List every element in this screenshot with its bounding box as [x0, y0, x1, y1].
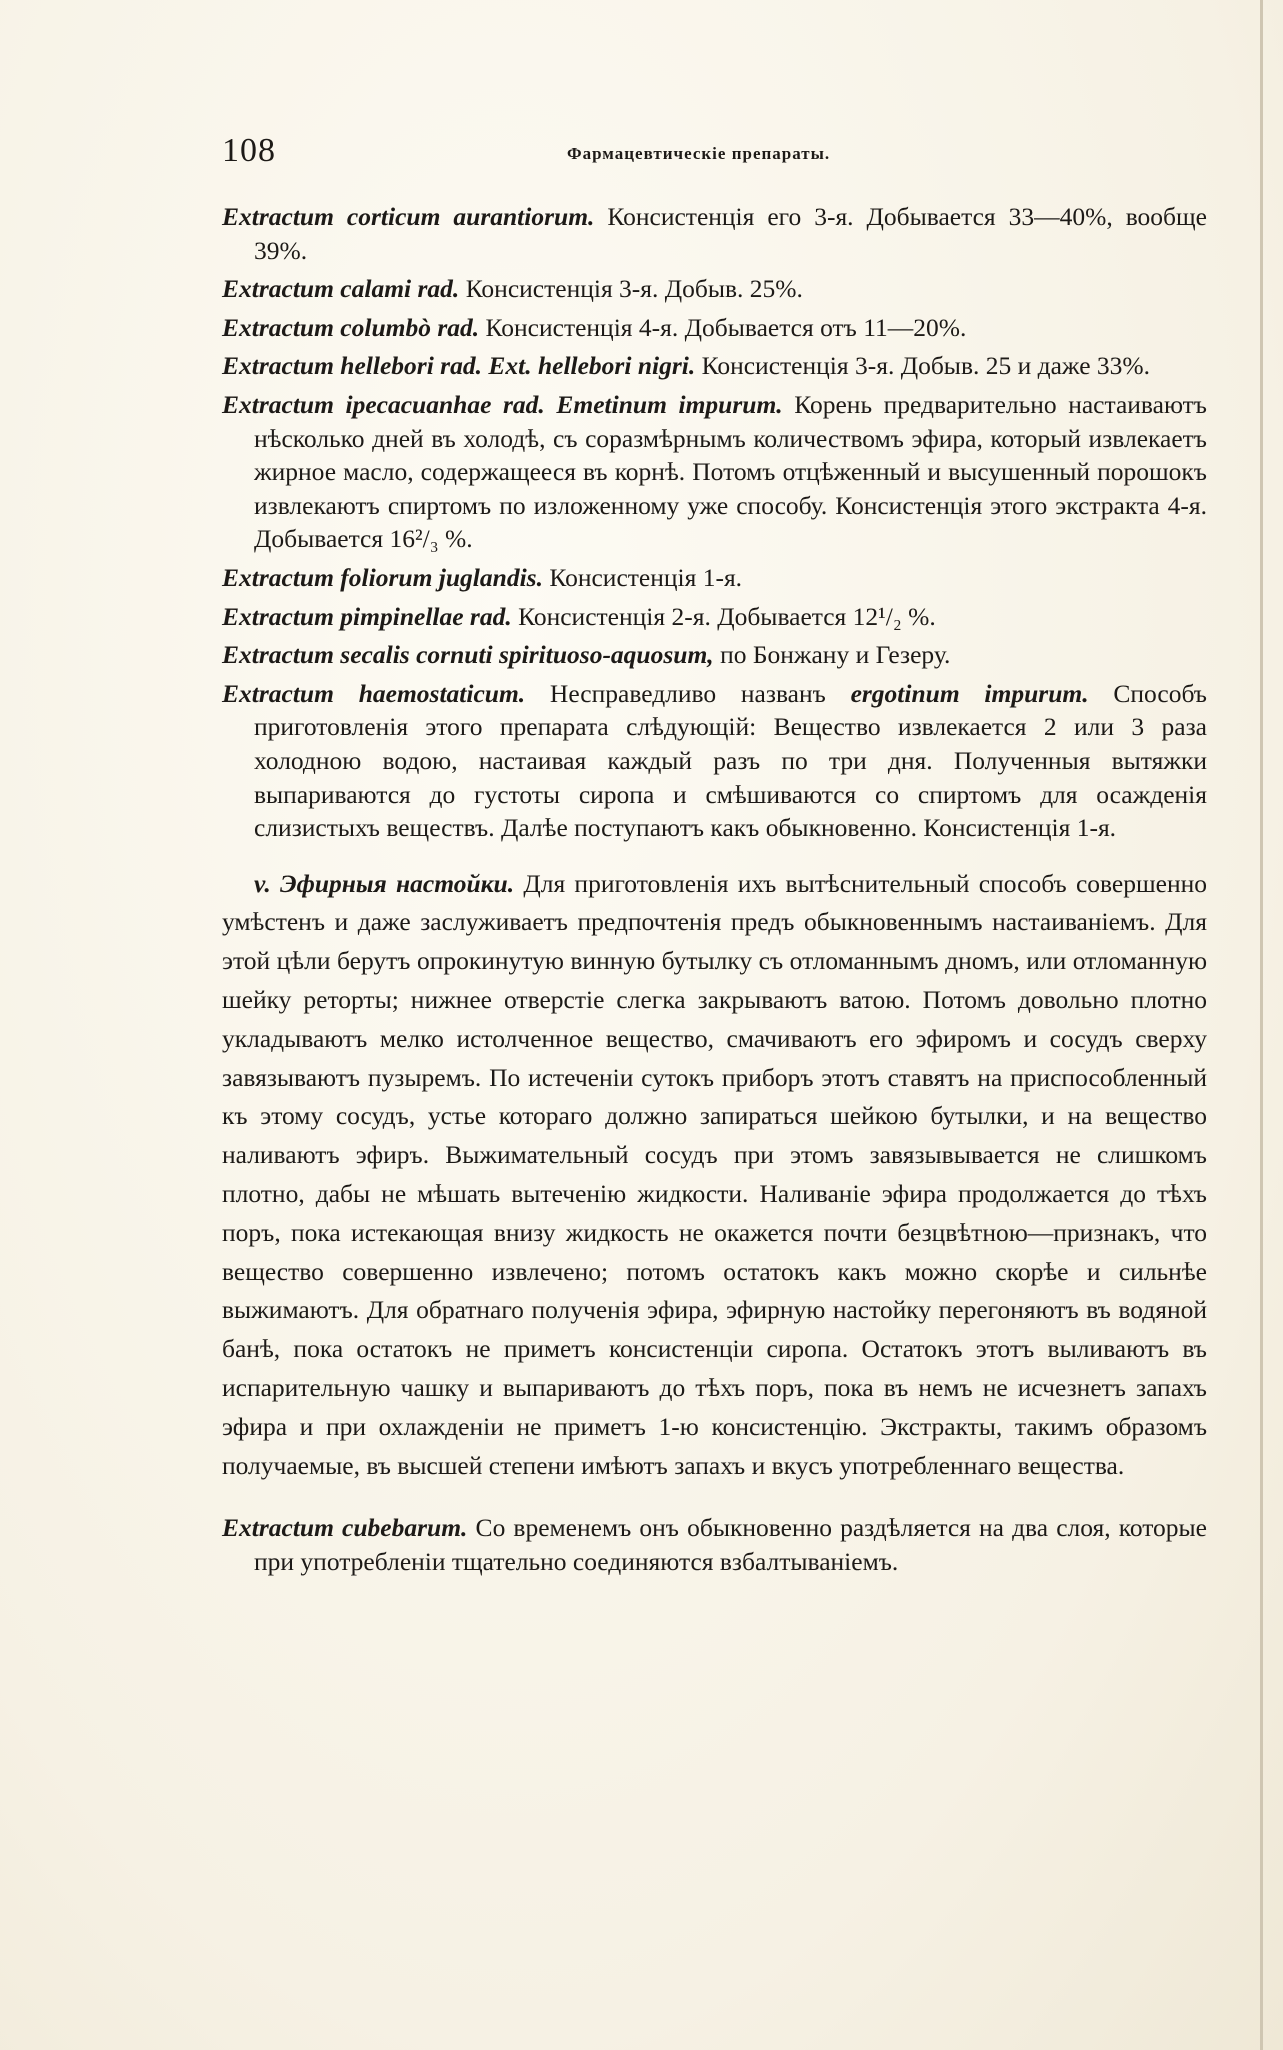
entry-text: по Бонжану и Гезеру.: [713, 640, 951, 670]
entry-text: Консистенція 4-я. Добывается отъ 11—20%.: [479, 312, 967, 342]
entry-extract-secalis: [222, 638, 1207, 672]
entry-extract-pimpinellae: [222, 600, 1207, 634]
entry-text: Консистенція 3-я. Добыв. 25%.: [459, 274, 803, 304]
entry-latin-name: Extractum corticum aurantiorum.: [222, 202, 595, 231]
entry-text: Консистенція 2-я. Добывается 12¹/₂ %.: [511, 601, 936, 631]
entry-text-continued: Способъ приготовленія этого препарата слѣдующій: Вещество извлекается 2 или 3 раза холодною водою, настаивая каждый разъ по три дня. Полученныя вытяжки выпариваются до густоты сиропа и смѣшиваются со спиртомъ для осажденія слизистыхъ веществъ. Далѣе поступаютъ какъ обыкновенно. Консистенція 1-я.: [254, 678, 1207, 843]
entry-extract-hellebori: [222, 349, 1207, 383]
entry-text: Консистенція 1-я.: [542, 562, 743, 592]
entry-text: Консистенція его 3-я. Добывается 33—40%, вообще 39%.: [254, 202, 1207, 265]
page-body: [222, 200, 1207, 1583]
page-header: [222, 132, 1212, 172]
entry-latin-name: Extractum calami rad.: [222, 274, 460, 304]
entry-text: Со временемъ онъ обыкновенно раздѣляется на два слоя, которые при употребленіи тщательно соединяются взбалтываніемъ.: [254, 1512, 1207, 1576]
entry-latin-name: Extractum haemostaticum.: [222, 678, 526, 708]
entry-extract-columbo: [222, 311, 1207, 345]
entry-latin-name: Extractum foliorum juglandis.: [222, 562, 543, 592]
section-ether-tinctures: [222, 865, 1207, 1486]
entry-latin-name: Extractum ipecacuanhae rad. Emetinum impurum.: [222, 389, 783, 419]
entry-extract-ipecacuanhae: [222, 388, 1207, 556]
entry-text: Корень предварительно настаиваютъ нѣсколько дней въ холодѣ, съ соразмѣрнымъ количествомъ эфира, который извлекаетъ жирное масло, содержащееся въ корнѣ. Потомъ отцѣженный и высушенный порошокъ извлекаютъ спиртомъ по изложенному уже способу. Консистенція этого экстракта 4-я. Добывается 16²/₃ %.: [254, 389, 1207, 554]
section-text: Для приготовленія ихъ вытѣснительный способъ совершенно умѣстенъ и даже заслуживаетъ предпочтенія предъ обыкновеннымъ настаиваніемъ. Для этой цѣли берутъ опрокинутую винную бутылку съ отломаннымъ дномъ, или отломанную шейку реторты; нижнее отверстіе слегка закрываютъ ватою. Потомъ довольно плотно укладываютъ мелко истолченное вещество, смачиваютъ его эфиромъ и сосудъ сверху завязываютъ пузыремъ. По истеченіи сутокъ приборъ этотъ ставятъ на приспособленный къ этому сосудъ, устье котораго должно запираться шейкою бутылки, и на вещество наливаютъ эфиръ. Выжимательный сосудъ при этомъ завязывывается не слишкомъ плотно, дабы не мѣшать вытеченію жидкости. Наливаніе эфира продолжается до тѣхъ поръ, пока истекающая внизу жидкость не окажется почти безцвѣтною—признакъ, что вещество совершенно извлечено; потомъ остатокъ какъ можно скорѣе и сильнѣе выжимаютъ. Для обратнаго полученія эфира, эфирную настойку перегоняютъ въ водяной банѣ, пока остатокъ не приметъ консистенціи сиропа. Остатокъ этотъ выливаютъ въ испарительную чашку и выпариваютъ до тѣхъ поръ, пока въ немъ не исчезнетъ запахъ эфира и при охлажденіи не приметъ 1-ю консистенцію. Экстракты, такимъ образомъ получаемые, въ высшей степени имѣютъ запахъ и вкусъ употребленнаго вещества.: [222, 868, 1207, 1480]
entry-extract-aurantiorum: [222, 200, 1207, 267]
page-edge-shadow: [1260, 0, 1263, 2050]
entry-extract-calami: [222, 272, 1207, 306]
entry-extract-cubebarum: [222, 1511, 1207, 1578]
entry-extract-haemostaticum: [222, 677, 1207, 845]
page-number: 108: [222, 132, 276, 169]
entry-latin-name: Extractum hellebori rad. Ext. hellebori nigri.: [222, 351, 696, 381]
entry-latin-name: Extractum columbò rad.: [222, 312, 480, 342]
entry-latin-name: Extractum cubebarum.: [222, 1512, 468, 1542]
running-title: Фармацевтическіе препараты.: [567, 144, 831, 163]
entry-inline-latin: ergotinum impurum.: [850, 678, 1089, 708]
entry-text: Несправедливо названъ: [525, 678, 851, 708]
entry-latin-name: Extractum secalis cornuti spirituoso-aquosum,: [222, 640, 714, 670]
entry-text: Консистенція 3-я. Добыв. 25 и даже 33%.: [695, 351, 1151, 381]
entry-latin-name: Extractum pimpinellae rad.: [222, 601, 512, 631]
section-heading: v. Эфирныя настойки.: [254, 868, 515, 898]
entry-extract-juglandis: [222, 561, 1207, 595]
